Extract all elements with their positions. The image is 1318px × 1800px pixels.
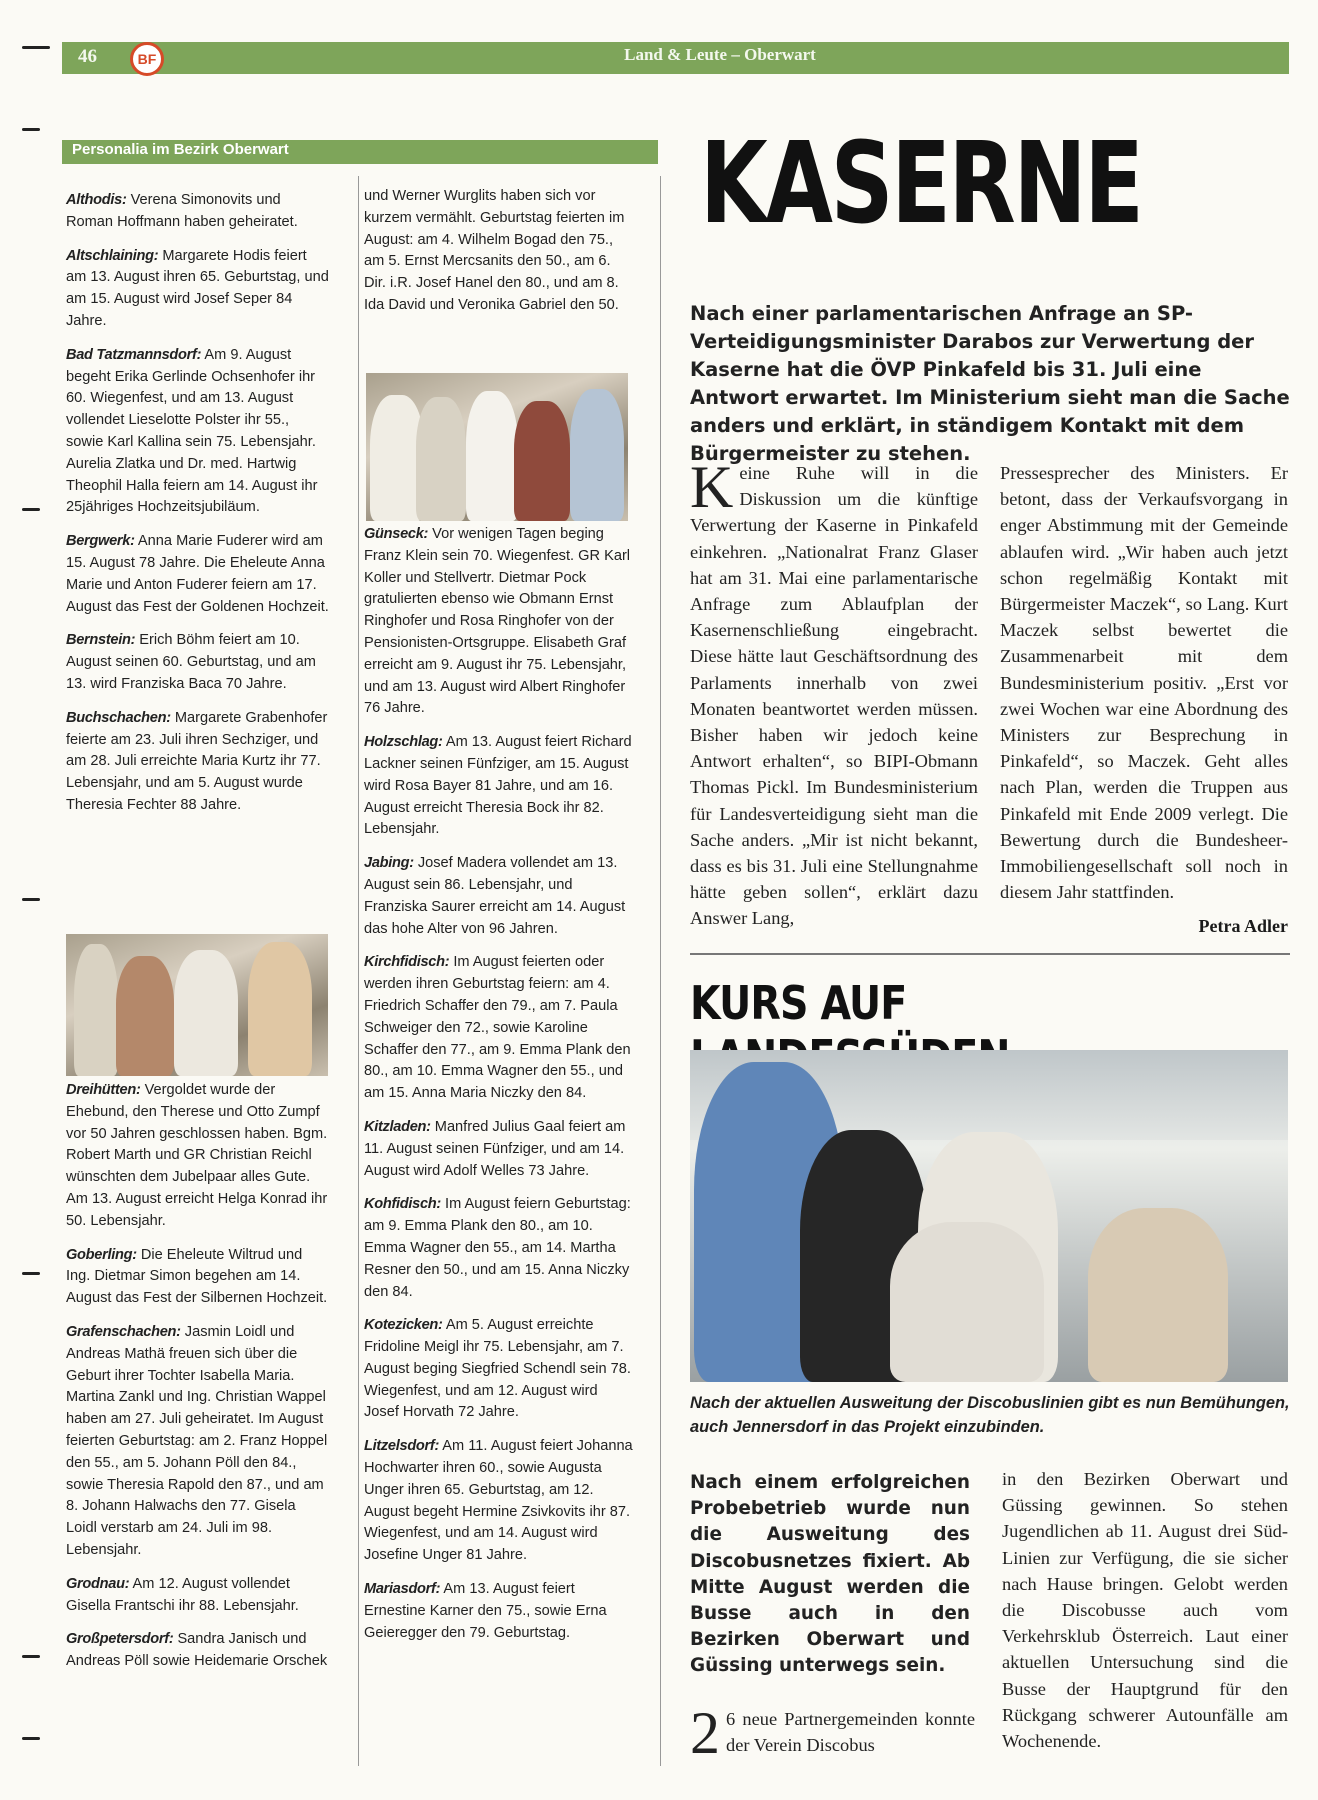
place-name: Althodis:	[66, 192, 127, 208]
place-name: Kotezicken:	[364, 1317, 443, 1334]
entry-text: Vergoldet wurde der Ehebund, den Therese und Otto Zumpf vor 50 Jahren geschlossen haben. Bgm. Robert Marth und GR Christian Reichl wünschten dem Jubelpaar alles Gute. Am 13. August erreicht Helga Konrad ihr 50. Lebensjahr.	[66, 1082, 328, 1229]
entry-text: Margarete Hodis feiert am 13. August ihren 65. Geburtstag, und am 15. August wird Josef Seper 84 Jahre.	[66, 247, 329, 329]
bf-logo: BF	[130, 42, 164, 76]
personalia-column-2	[364, 186, 634, 329]
personalia-entry	[364, 1315, 634, 1424]
entry-text: Anna Marie Fuderer wird am 15. August 78 Jahre. Die Eheleute Anna Marie und Anton Fuderer feiern am 17. August das Fest der Goldenen Hochzeit.	[66, 533, 329, 615]
article1-col1-text: eine Ruhe will in die Diskussion um die künftige Verwertung der Kaserne in Pinkafeld einkehren. „Nationalrat Franz Glaser hat am 31. Mai eine parlamentarische Anfrage zum Ablaufplan der Kasernenschließung eingebracht. Diese hätte laut Geschäftsordnung des Parlaments innerhalb von zwei Monaten beantwortet werden müssen. Bisher haben wir jedoch keine Antwort erhalten“, so BIPI-Obmann Thomas Pickl. Im Bundesministerium für Landesverteidigung sieht man die Sache anders. „Mir ist nicht bekannt, dass es bis 31. Juli eine Stellungnahme hätte geben sollen“, erklärt dazu Answer Lang,	[690, 463, 978, 929]
page-number: 46	[78, 46, 97, 67]
article-separator	[690, 953, 1290, 955]
place-name: Kitzladen:	[364, 1118, 431, 1135]
place-name: Kohfidisch:	[364, 1196, 441, 1213]
article1-column-2	[1000, 460, 1288, 905]
photo-caption: Nach der aktuellen Ausweitung der Discobuslinien gibt es nun Bemühungen, auch Jennersdorf in das Projekt einzubinden.	[690, 1394, 1290, 1436]
place-name: Grodnau:	[66, 1575, 130, 1592]
article1-column-1	[690, 454, 978, 932]
entry-text: Im August feierten oder werden ihren Geburtstag feiern: am 4. Friedrich Schaffer den 79., am 7. Paula Schweiger den 72., sowie Karoline Schaffer den 77., am 9. Emma Plank den 80., am 10. Emma Wagner den 55., und am 15. Anna Maria Niczky den 84.	[364, 954, 631, 1102]
article1-col2-text: Pressesprecher des Ministers. Er betont, dass der Verkaufsvorgang in enger Abstimmung mit der Gemeinde ablaufen wird. „Wir haben auch jetzt schon regelmäßig Kontakt mit Bürgermeister Maczek“, so Lang. Kurt Maczek selbst bewertet die Zusammenarbeit mit dem Bundesministerium positiv. „Erst vor zwei Wochen war eine Abordnung des Ministers zur Besprechung in Pinkafeld“, so Maczek. Geht alles nach Plan, werden die Truppen aus Pinkafeld mit Ende 2009 verlegt. Die Bewertung durch die Bundesheer-Immobiliengesellschaft soll noch in diesem Jahr stattfinden.	[1000, 463, 1288, 903]
place-name: Goberling:	[66, 1246, 137, 1263]
personalia-entry	[364, 952, 634, 1105]
personalia-column-1	[66, 190, 330, 829]
personalia-entry	[364, 1194, 634, 1303]
entry-text: Sandra Janisch und Andreas Pöll sowie Heidemarie Orschek	[66, 1631, 328, 1670]
headline-kaserne: KASERNE	[700, 119, 1142, 249]
entry-text: Am 9. August begeht Erika Gerlinde Ochsenhofer ihr 60. Wiegenfest, und am 13. August vollendet Lieselotte Polster ihr 55., sowie Karl Kallina sein 75. Lebensjahr. Aurelia Zlatka und Dr. med. Hartwig Theophil Halla feiern am 14. August ihr 25jähriges Hochzeitsjubiläum.	[66, 346, 318, 516]
place-name: Dreihütten:	[66, 1082, 141, 1098]
entry-text: Am 13. August feiert Ernestine Karner den 75., sowie Erna Geieregger den 79. Geburtstag.	[364, 1581, 607, 1641]
personalia-entry	[364, 186, 634, 317]
dropcap: 2	[690, 1700, 720, 1766]
place-name: Altschlaining:	[66, 247, 159, 264]
personalia-entry	[66, 246, 330, 333]
personalia-column-2-continued	[364, 524, 634, 1656]
place-name: Bergwerk:	[66, 533, 135, 550]
entry-text: Manfred Julius Gaal feiert am 11. August seinen Fünfziger, und am 14. August wird Adolf Welles 73 Jahre.	[364, 1118, 626, 1179]
article2-column-1	[690, 1700, 975, 1766]
section-title: Land & Leute – Oberwart	[624, 45, 816, 64]
entry-text: Die Eheleute Wiltrud und Ing. Dietmar Simon begehen am 14. August das Fest der Silbernen Hochzeit.	[66, 1246, 328, 1307]
personalia-entry	[66, 345, 330, 519]
column-divider	[358, 176, 359, 1766]
entry-text: Josef Madera vollendet am 13. August sein 86. Lebensjahr, und Franziska Saurer erreicht am 14. August das hohe Alter von 96 Jahren.	[364, 855, 626, 937]
place-name: Günseck:	[364, 526, 429, 542]
article2-col1-text: 6 neue Partnergemeinden konnte der Verein Discobus	[726, 1709, 975, 1756]
photo-discobus-group	[690, 1050, 1288, 1382]
dropcap: K	[690, 454, 734, 520]
place-name: Holzschlag:	[364, 734, 443, 751]
entry-text: Jasmin Loidl und Andreas Mathä freuen sich über die Geburt ihrer Tochter Isabella Maria. Martina Zankl und Ing. Christian Wappel haben am 27. Juli geheiratet. Im August feierten Geburtstag: am 2. Franz Hoppel den 55., am 5. Johann Pöll den 84., sowie Theresia Rapold den 87., und am 8. Johann Halwachs den 77. Gisela Loidl verstarb am 24. Juli im 98. Lebensjahr.	[66, 1323, 328, 1558]
column-divider	[660, 176, 661, 1766]
place-name: Bernstein:	[66, 632, 136, 649]
article1-lead: Nach einer parlamentarischen Anfrage an SP-Verteidigungsminister Darabos zur Verwertung der Kaserne hat die ÖVP Pinkafeld bis 31. Juli eine Antwort erwartet. Im Ministerium sieht man die Sache anders und erklärt, in ständigem Kontakt mit dem Bürgermeister zu stehen.	[690, 302, 1290, 465]
personalia-entry	[364, 1117, 634, 1182]
photo-golden-wedding	[66, 934, 328, 1076]
entry-text: Am 11. August feiert Johanna Hochwarter ihren 60., sowie Augusta Unger ihren 65. Geburtstag, am 12. August begeht Hermine Zsivkovits ihr 87. Wiegenfest, und am 14. August wird Josefine Unger 81 Jahre.	[364, 1438, 633, 1564]
personalia-entry	[66, 190, 330, 234]
author-byline: Petra Adler	[1198, 916, 1288, 936]
personalia-entry	[364, 853, 634, 940]
personalia-entry	[66, 630, 330, 695]
entry-text: Margarete Grabenhofer feierte am 23. Juli ihren Sechziger, und am 28. Juli erreichte Maria Kurtz ihr 77. Lebensjahr, und am 5. August wurde Theresia Fechter 88 Jahre.	[66, 709, 328, 813]
personalia-entry	[66, 1080, 330, 1233]
article2-column-2	[1002, 1466, 1288, 1754]
entry-text: Am 12. August vollendet Gisella Frantschi ihr 88. Lebensjahr.	[66, 1575, 299, 1614]
personalia-entry	[66, 1629, 330, 1673]
entry-text: Im August feiern Geburtstag: am 9. Emma Plank den 80., am 10. Emma Wagner den 55., am 14. Martha Resner den 50., und am 15. Anna Niczky den 84.	[364, 1196, 631, 1300]
entry-text: Vor wenigen Tagen beging Franz Klein sein 70. Wiegenfest. GR Karl Koller und Stellvertr. Dietmar Pock gratulierten ebenso wie Obmann Ernst Ringhofer und Rosa Ringhofer von der Pensionisten-Ortsgruppe. Elisabeth Graf erreicht am 9. August ihr 75. Lebensjahr, und am 13. August wird Albert Ringhofer 76 Jahre.	[364, 526, 631, 717]
place-name: Großpetersdorf:	[66, 1631, 174, 1648]
entry-text: Am 5. August erreichte Fridoline Meigl ihr 75. Lebensjahr, am 7. August beging Siegfried Schendl sein 78. Wiegenfest, und am 12. August wird Josef Horvath 72 Jahre.	[364, 1317, 631, 1421]
photo-guenseck-birthday	[366, 373, 628, 521]
personalia-entry	[66, 1322, 330, 1562]
place-name: Kirchfidisch:	[364, 954, 450, 971]
personalia-column-1-continued	[66, 1080, 330, 1685]
article2-lead: Nach einem erfolgreichen Probebetrieb wurde nun die Ausweitung des Discobusnetzes fixiert. Ab Mitte August werden die Busse auch in den Bezirken Oberwart und Güssing unterwegs sein.	[690, 1472, 970, 1677]
personalia-entry	[66, 1245, 330, 1310]
entry-text: Erich Böhm feiert am 10. August seinen 60. Geburtstag, und am 13. wird Franziska Baca 70 Jahre.	[66, 632, 316, 692]
place-name: Mariasdorf:	[364, 1581, 441, 1598]
headline-kurs-auf-landessueden: KURS AUF	[690, 976, 907, 1030]
personalia-entry	[364, 524, 634, 720]
place-name: Litzelsdorf:	[364, 1438, 440, 1455]
personalia-title: Personalia im Bezirk Oberwart	[72, 141, 289, 158]
article2-col2-text: in den Bezirken Oberwart und Güssing gewinnen. So stehen Jugendlichen ab 11. August drei Süd-Linien zur Verfügung, die sie sicher nach Hause bringen. Gelobt werden die Discobusse auch vom Verkehrsklub Österreich. Laut einer aktuellen Untersuchung sind die Busse der Hauptgrund für den Rückgang schwerer Autounfälle am Wochenende.	[1002, 1469, 1288, 1752]
place-name: Jabing:	[364, 855, 414, 872]
entry-text: und Werner Wurglits haben sich vor kurzem vermählt. Geburtstag feierten im August: am 4. Wilhelm Bogad den 75., am 5. Ernst Mercsanits den 50., am 6. Dir. i.R. Josef Hanel den 80., und am 8. Ida David und Veronika Gabriel den 50.	[364, 188, 625, 313]
personalia-entry	[66, 708, 330, 817]
personalia-entry	[66, 1574, 330, 1618]
entry-text: Verena Simonovits und Roman Hoffmann haben geheiratet.	[66, 192, 298, 230]
personalia-entry	[364, 732, 634, 841]
personalia-entry	[364, 1436, 634, 1567]
place-name: Bad Tatzmannsdorf:	[66, 346, 202, 363]
entry-text: Am 13. August feiert Richard Lackner seinen Fünfziger, am 15. August wird Rosa Bayer 81 Jahre, und am 16. August erreicht Theresia Bock ihr 82. Lebensjahr.	[364, 734, 632, 838]
place-name: Grafenschachen:	[66, 1323, 181, 1340]
personalia-entry	[66, 531, 330, 618]
personalia-entry	[364, 1579, 634, 1644]
place-name: Buchschachen:	[66, 709, 171, 726]
